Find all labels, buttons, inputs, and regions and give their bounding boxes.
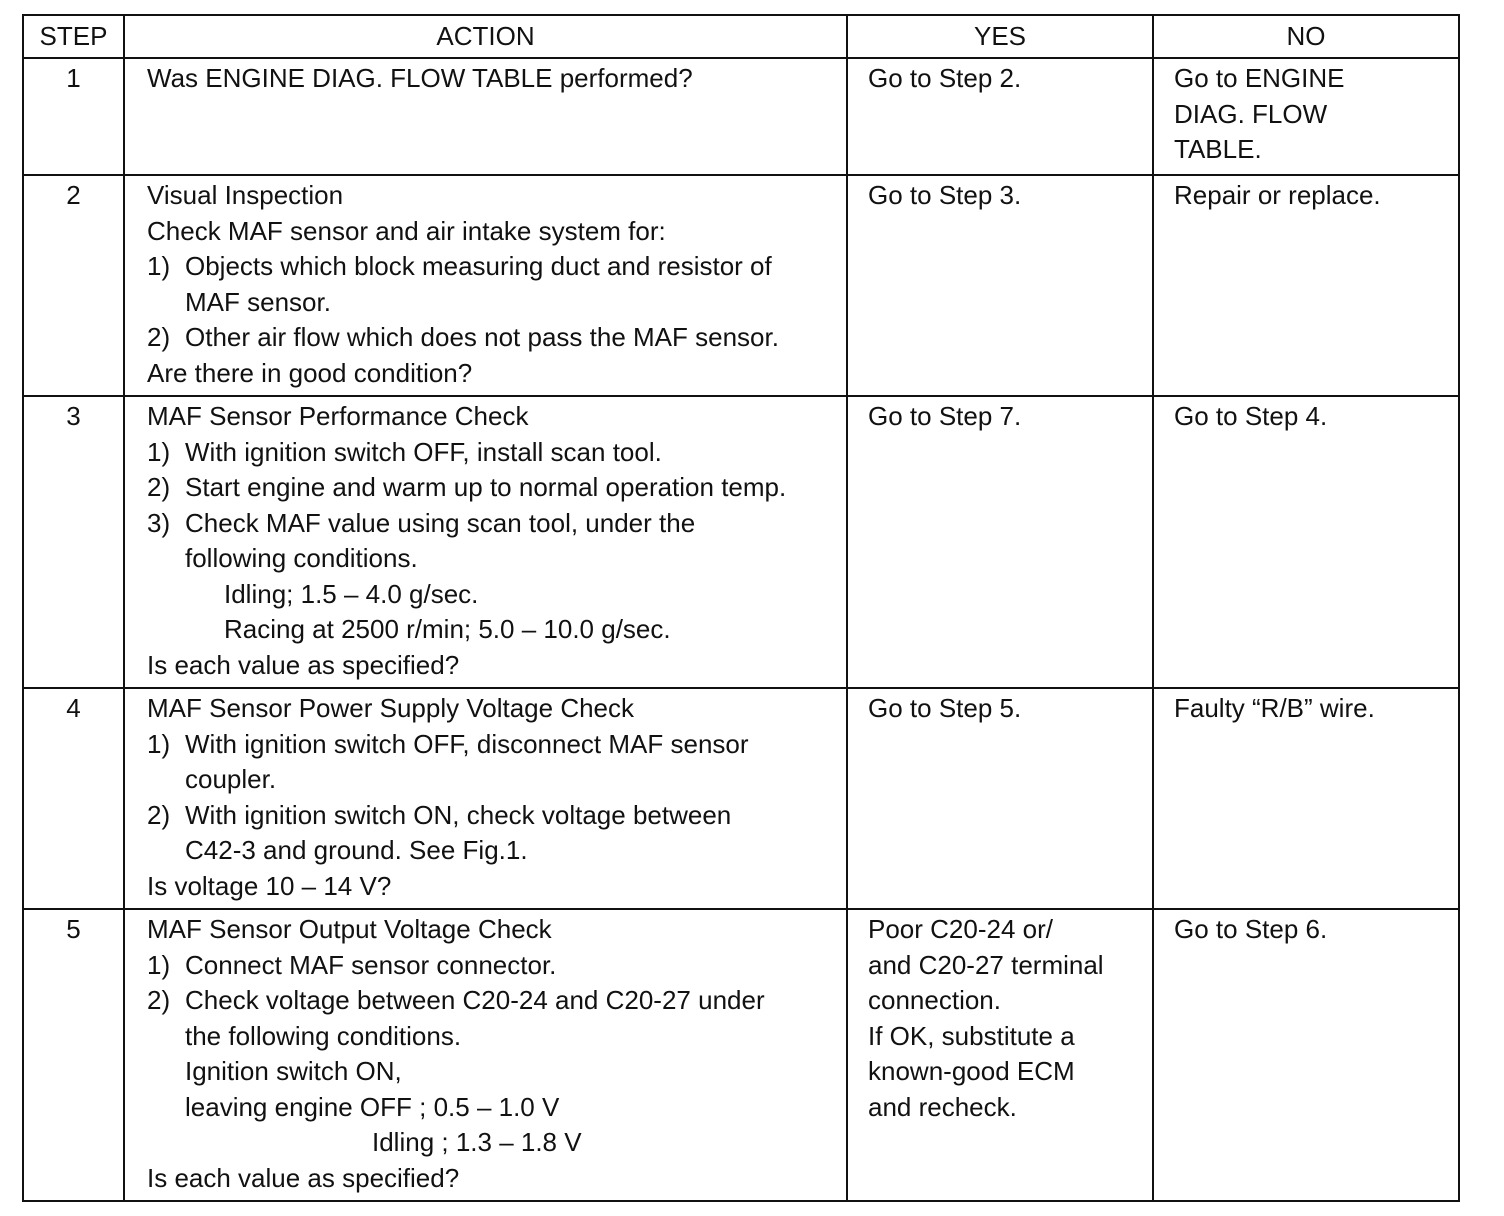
action-step-item	[147, 948, 842, 984]
yes-text: and C20-27 terminal	[868, 949, 1104, 980]
action-step-item	[147, 249, 842, 320]
item-number: 3)	[147, 507, 171, 538]
item-text: Start engine and warm up to normal operation temp.	[185, 472, 787, 502]
no-cell	[1153, 688, 1459, 909]
no-cell	[1153, 175, 1459, 396]
spec-line: Idling; 1.5 – 4.0 g/sec.	[224, 578, 479, 609]
item-number: 1)	[147, 728, 171, 759]
table-row	[23, 58, 1459, 175]
item-text: With ignition switch ON, check voltage between	[185, 799, 732, 830]
item-text: Objects which block measuring duct and resistor of	[185, 251, 772, 281]
action-step-item	[147, 470, 842, 506]
step-column-header: STEP	[23, 15, 124, 58]
no-cell	[1153, 909, 1459, 1201]
yes-text: Go to Step 3.	[868, 180, 1022, 210]
item-number: 2)	[147, 472, 171, 502]
table-row	[23, 909, 1459, 1201]
action-step-item	[147, 435, 842, 471]
yes-text: Go to Step 7.	[868, 401, 1022, 431]
item-text: With ignition switch OFF, disconnect MAF sensor	[185, 728, 749, 759]
spec-line: Racing at 2500 r/min; 5.0 – 10.0 g/sec.	[224, 614, 671, 644]
action-title: MAF Sensor Performance Check	[147, 401, 529, 431]
step-number: 2	[23, 175, 124, 396]
yes-text: connection.	[868, 985, 1001, 1015]
no-text: Go to Step 4.	[1174, 401, 1328, 431]
yes-cell	[847, 688, 1153, 909]
item-text: Check voltage between C20-24 and C20-27 under	[185, 985, 765, 1015]
item-text: Other air flow which does not pass the MAF sensor.	[185, 322, 779, 352]
item-text: the following conditions.	[185, 1020, 462, 1051]
item-text: MAF sensor.	[185, 286, 331, 317]
table-row	[23, 175, 1459, 396]
yes-text: If OK, substitute a	[868, 1020, 1075, 1051]
yes-text: known-good ECM	[868, 1056, 1075, 1086]
action-cell	[124, 909, 847, 1201]
no-text: Go to ENGINE	[1174, 63, 1345, 93]
action-column-header: ACTION	[124, 15, 847, 58]
no-text: Go to Step 6.	[1174, 914, 1328, 944]
no-cell	[1153, 58, 1459, 175]
no-text: Repair or replace.	[1174, 180, 1381, 210]
action-question: Is each value as specified?	[147, 1162, 460, 1193]
yes-cell	[847, 175, 1153, 396]
action-step-item	[147, 983, 842, 1054]
item-number: 2)	[147, 799, 171, 830]
yes-column-header: YES	[847, 15, 1153, 58]
action-step-item	[147, 798, 842, 869]
action-cell	[124, 58, 847, 175]
spec-line: Ignition switch ON,	[185, 1056, 402, 1086]
no-text: DIAG. FLOW	[1174, 98, 1328, 129]
step-number: 4	[23, 688, 124, 909]
yes-text: and recheck.	[868, 1091, 1017, 1122]
step-number: 5	[23, 909, 124, 1201]
action-title: Visual Inspection	[147, 180, 344, 210]
action-question: Are there in good condition?	[147, 357, 473, 388]
spec-line: Idling ; 1.3 – 1.8 V	[372, 1127, 582, 1157]
item-text: coupler.	[185, 764, 277, 794]
item-text: Check MAF value using scan tool, under the	[185, 507, 696, 538]
action-title: MAF Sensor Power Supply Voltage Check	[147, 693, 635, 723]
item-number: 1)	[147, 436, 171, 467]
spec-line: leaving engine OFF ; 0.5 – 1.0 V	[185, 1091, 560, 1122]
table-row	[23, 396, 1459, 688]
action-step-item	[147, 727, 842, 798]
no-column-header: NO	[1153, 15, 1459, 58]
action-intro: Check MAF sensor and air intake system for:	[147, 215, 666, 246]
yes-cell	[847, 909, 1153, 1201]
yes-text: Go to Step 2.	[868, 63, 1022, 93]
yes-cell	[847, 396, 1153, 688]
action-question: Is each value as specified?	[147, 649, 460, 680]
yes-text: Poor C20-24 or/	[868, 914, 1053, 944]
step-number: 1	[23, 58, 124, 175]
no-text: Faulty “R/B” wire.	[1174, 693, 1375, 723]
item-number: 2)	[147, 322, 171, 352]
item-text: With ignition switch OFF, install scan tool.	[185, 436, 662, 467]
item-text: C42-3 and ground. See Fig.1.	[185, 835, 528, 865]
diagnostic-flow-table	[22, 14, 1460, 1202]
item-number: 1)	[147, 949, 171, 980]
header-row	[23, 15, 1459, 58]
no-cell	[1153, 396, 1459, 688]
action-title: Was ENGINE DIAG. FLOW TABLE performed?	[147, 63, 693, 93]
item-text: following conditions.	[185, 543, 418, 573]
action-step-item	[147, 320, 842, 356]
table-row	[23, 688, 1459, 909]
action-cell	[124, 175, 847, 396]
yes-cell	[847, 58, 1153, 175]
action-step-item	[147, 506, 842, 577]
action-question: Is voltage 10 – 14 V?	[147, 870, 392, 901]
yes-text: Go to Step 5.	[868, 693, 1022, 723]
action-cell	[124, 396, 847, 688]
item-number: 1)	[147, 251, 171, 281]
item-text: Connect MAF sensor connector.	[185, 949, 557, 980]
action-title: MAF Sensor Output Voltage Check	[147, 914, 552, 944]
action-cell	[124, 688, 847, 909]
step-number: 3	[23, 396, 124, 688]
item-number: 2)	[147, 985, 171, 1015]
no-text: TABLE.	[1174, 134, 1262, 164]
